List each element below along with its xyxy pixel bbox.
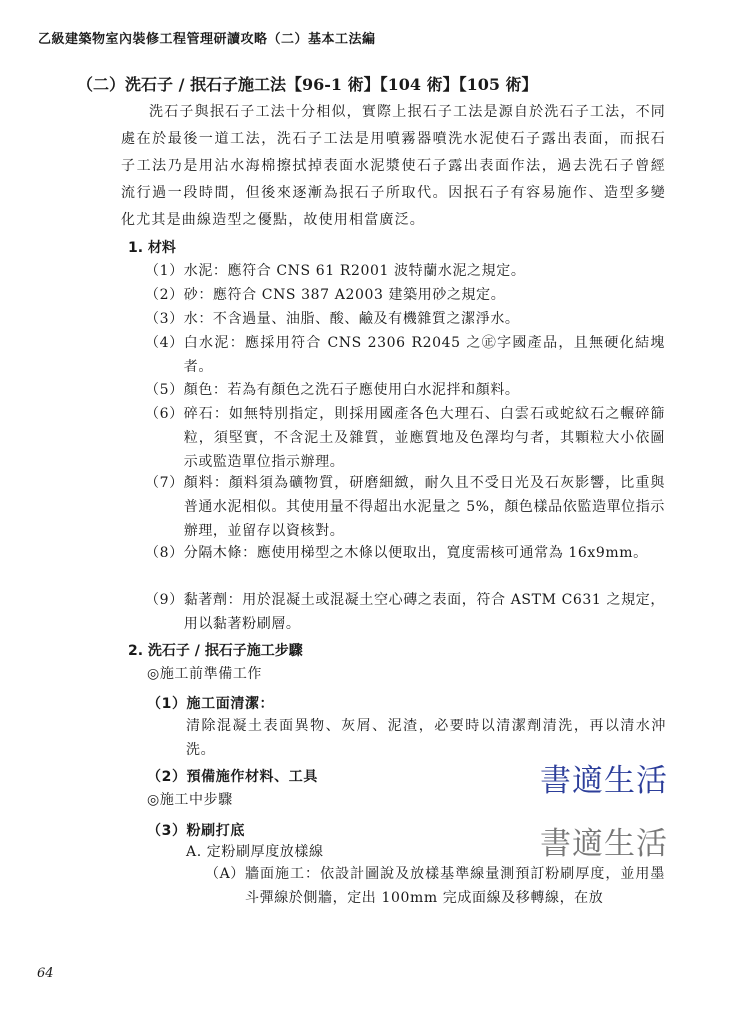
material-item-4 xyxy=(145,331,665,379)
item-number: （9） xyxy=(145,592,184,608)
mid-work-label: ◎施工中步驟 xyxy=(147,792,233,808)
step-3-sub-a: A. 定粉刷厚度放樣線 xyxy=(186,844,324,860)
step-2-title: （2）預備施作材料、工具 xyxy=(147,769,318,785)
item-text: 碎石：如無特別指定，則採用國產各色大理石、白雲石或蛇紋石之輾碎篩粒，須堅實，不含泥土及雜質，並應質地及色澤均勻者，其顆粒大小依圖示或監造單位指示辦理。 xyxy=(183,406,665,470)
watermark-gray: 書適生活 xyxy=(540,826,668,862)
item-number: （7） xyxy=(145,475,184,491)
intro-text: 洗石子與抿石子工法十分相似，實際上抿石子工法是源自於洗石子工法，不同處在於最後一道工法，洗石子工法是用噴霧器噴洗水泥使石子露出表面，而抿石子工法乃是用沾水海棉擦拭掉表面水泥漿使石子露出表面作法，過去洗石子曾經流行過一段時間，但後來逐漸為抿石子所取代。因抿石子有容易施作、造型多變化尤其是曲線造型之優點，故使用相當廣泛。 xyxy=(121,104,666,228)
item-number: （8） xyxy=(145,545,184,561)
item-text: 黏著劑：用於混凝土或混凝土空心磚之表面，符合 ASTM C631 之規定，用以黏著粉刷層。 xyxy=(183,592,665,632)
item-text: 顏色：若為有顏色之洗石子應使用白水泥拌和顏料。 xyxy=(183,382,520,398)
item-text: 牆面施工：依設計圖說及放樣基準線量測預訂粉刷厚度，並用墨斗彈線於側牆，定出 100mm 完成面線及移轉線，在放 xyxy=(245,866,665,906)
material-item-7 xyxy=(145,471,665,543)
running-header: 乙級建築物室內裝修工程管理研讀攻略（二）基本工法編 xyxy=(38,32,376,47)
materials-heading: 1. 材料 xyxy=(128,240,176,256)
item-number: （6） xyxy=(145,406,184,422)
intro-paragraph xyxy=(121,99,666,234)
item-text: 水：不含過量、油脂、酸、鹼及有機雜質之潔淨水。 xyxy=(183,311,520,327)
item-text: 砂：應符合 CNS 387 A2003 建築用砂之規定。 xyxy=(183,287,506,303)
item-number: （4） xyxy=(145,335,184,351)
page-number: 64 xyxy=(37,966,54,981)
material-item-9 xyxy=(145,588,665,636)
step-3-title: （3）粉刷打底 xyxy=(147,823,245,839)
material-item-2 xyxy=(145,283,665,307)
item-number: （3） xyxy=(145,311,184,327)
step-1-title: （1）施工面清潔： xyxy=(147,696,275,712)
section-title xyxy=(77,72,538,95)
item-number: （5） xyxy=(145,382,184,398)
item-text: 白水泥：應採用符合 CNS 2306 R2045 之㊣字國產品，且無硬化結塊者。 xyxy=(183,335,665,375)
material-item-5 xyxy=(145,378,665,402)
material-item-6 xyxy=(145,402,665,474)
material-item-8 xyxy=(145,541,665,565)
item-number: （A） xyxy=(205,866,245,882)
exam-tags: 【96-1 術】【104 術】【105 術】 xyxy=(286,75,538,94)
item-number: （2） xyxy=(145,287,184,303)
watermark-blue: 書適生活 xyxy=(540,763,668,799)
section-title-text: （二）洗石子 / 抿石子施工法 xyxy=(77,75,286,94)
item-text: 分隔木條：應使用梯型之木條以便取出，寬度需核可通常為 16x9mm。 xyxy=(183,545,648,561)
material-item-3 xyxy=(145,307,665,331)
step-3-a1 xyxy=(205,862,665,910)
item-text: 顏料：顏料須為礦物質，研磨細緻，耐久且不受日光及石灰影響，比重與普通水泥相似。其使用量不得超出水泥量之 5%，顏色樣品依監造單位指示辦理，並留存以資核對。 xyxy=(183,475,665,539)
item-number: （1） xyxy=(145,263,184,279)
pre-work-label: ◎施工前準備工作 xyxy=(147,666,263,682)
item-text: 水泥：應符合 CNS 61 R2001 波特蘭水泥之規定。 xyxy=(183,263,526,279)
steps-heading: 2. 洗石子 / 抿石子施工步驟 xyxy=(128,643,303,659)
material-item-1 xyxy=(145,259,665,283)
step-1-text: 清除混凝土表面異物、灰屑、泥渣，必要時以清潔劑清洗，再以清水沖洗。 xyxy=(186,718,666,758)
